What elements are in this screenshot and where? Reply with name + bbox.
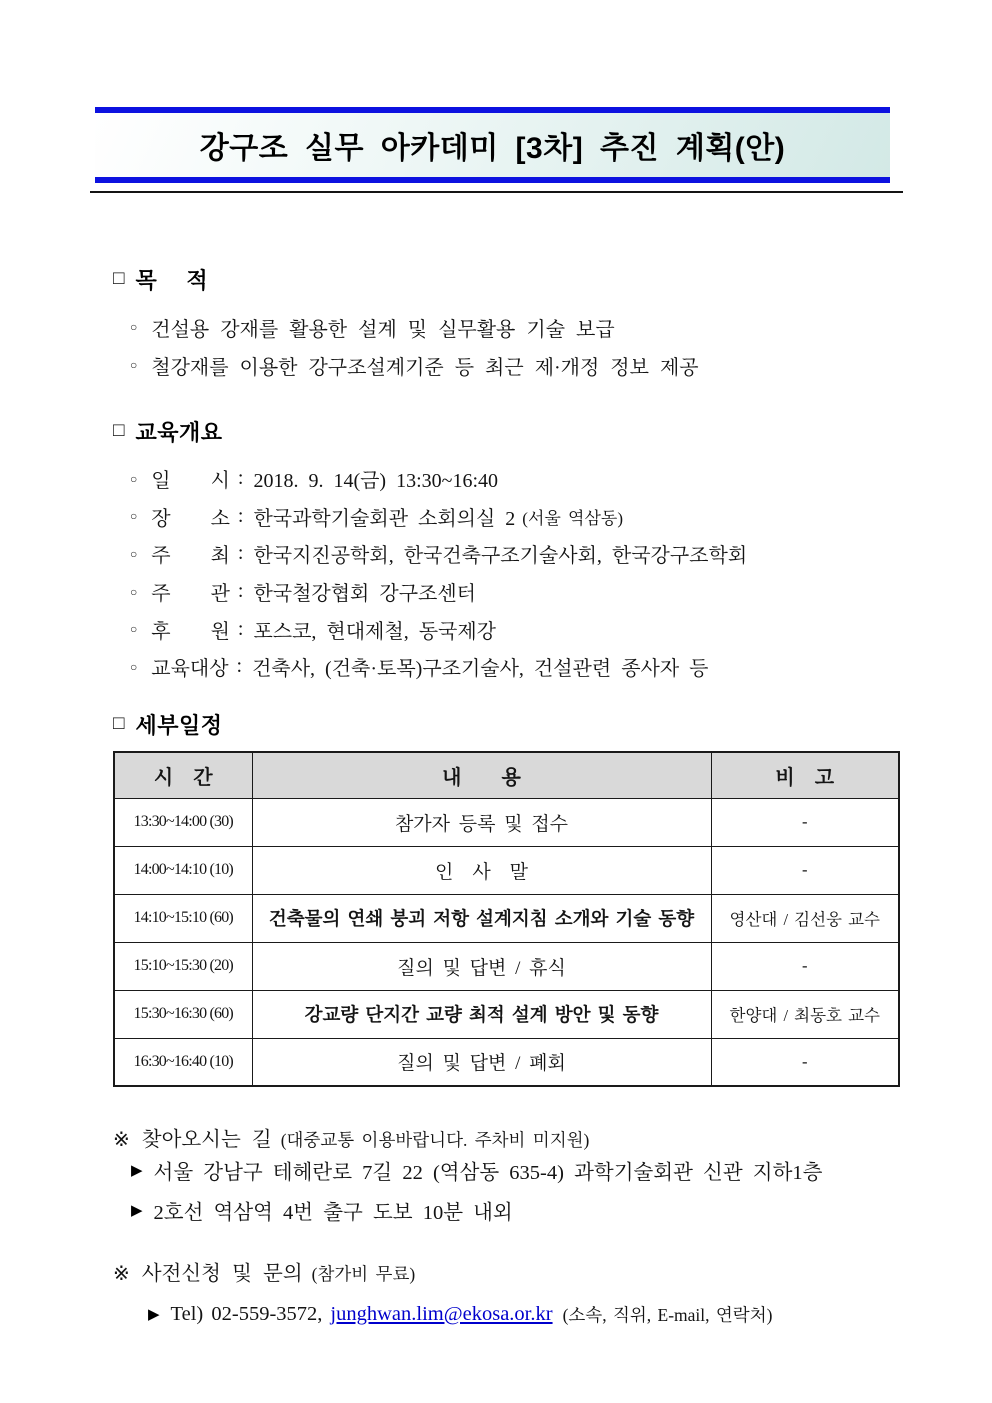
- overview-list: [130, 460, 754, 686]
- purpose-bullet-list: [130, 308, 699, 384]
- reference-mark-icon: ※: [113, 1129, 130, 1151]
- reference-mark-icon: ※: [113, 1263, 130, 1285]
- registration-title: 사전신청 및 문의: [141, 1263, 303, 1285]
- overview-item: [130, 610, 754, 648]
- bullet-item: [130, 346, 699, 384]
- overview-item-colon: :: [237, 542, 244, 565]
- cell-time: 13:30~14:00 (30): [114, 798, 252, 846]
- directions-note-heading: [113, 1122, 589, 1152]
- overview-item-value: 한국지진공학회, 한국건축구조기술사회, 한국강구조학회: [253, 545, 748, 568]
- cell-remark: -: [711, 798, 899, 846]
- overview-item-value: 한국과학기술회관 소회의실 2: [253, 507, 516, 530]
- registration-title-note: (참가비 무료): [311, 1264, 416, 1284]
- overview-item-colon: :: [237, 617, 244, 640]
- cell-remark: 영산대 / 김선웅 교수: [711, 894, 899, 942]
- directions-line: [131, 1150, 822, 1190]
- table-row: [114, 1038, 899, 1086]
- section-heading-purpose: [113, 264, 208, 295]
- cell-content: 강교량 단지간 교량 최적 설계 방안 및 동향: [252, 990, 711, 1038]
- overview-item-label: 주 최: [151, 545, 230, 568]
- cell-time: 14:00~14:10 (10): [114, 846, 252, 894]
- triangle-bullet-icon: ▶: [148, 1306, 160, 1323]
- schedule-table-header: [114, 752, 899, 798]
- circle-bullet-icon: ○: [130, 622, 138, 637]
- title-banner-gradient: [95, 107, 890, 183]
- circle-bullet-icon: ○: [130, 546, 138, 561]
- overview-item-label: 주 관: [151, 583, 230, 606]
- section-heading-overview: [113, 416, 223, 447]
- circle-bullet-icon: ○: [130, 509, 138, 524]
- directions-title-note: (대중교통 이용바랍니다. 주차비 미지원): [280, 1130, 590, 1150]
- directions-line-text: 서울 강남구 테헤란로 7길 22 (역삼동 635-4) 과학기술회관 신관 지하1층: [153, 1162, 823, 1184]
- overview-item-note: (서울 역삼동): [522, 508, 623, 528]
- cell-remark: -: [711, 1038, 899, 1086]
- table-header-row: [114, 752, 899, 798]
- directions-lines: [131, 1150, 822, 1230]
- directions-line-text: 2호선 역삼역 4번 출구 도보 10분 내외: [153, 1202, 513, 1224]
- overview-item-value: 한국철강협회 강구조센터: [253, 583, 476, 606]
- overview-item-colon: :: [237, 467, 244, 490]
- overview-item-label: 교육대상: [151, 658, 229, 681]
- column-header-remark: 비 고: [711, 752, 899, 798]
- banner-divider: [90, 191, 903, 193]
- section-title: 교육개요: [135, 420, 223, 445]
- overview-item-value: 2018. 9. 14(금) 13:30~16:40: [253, 470, 499, 493]
- bullet-item: [130, 308, 699, 346]
- cell-remark: -: [711, 846, 899, 894]
- directions-title: 찾아오시는 길: [141, 1129, 272, 1151]
- section-heading-schedule: [113, 709, 223, 740]
- bullet-text: 건설용 강재를 활용한 설계 및 실무활용 기술 보급: [151, 318, 615, 341]
- square-bullet-icon: □: [113, 420, 125, 441]
- overview-item-colon: :: [237, 504, 244, 527]
- overview-item-colon: :: [237, 580, 244, 603]
- overview-item: [130, 573, 754, 611]
- section-title: 세부일정: [135, 713, 223, 738]
- cell-content: 질의 및 답변 / 휴식: [252, 942, 711, 990]
- cell-content: 인 사 말: [252, 846, 711, 894]
- cell-remark: -: [711, 942, 899, 990]
- registration-note-heading: [113, 1256, 415, 1286]
- column-header-time: 시 간: [114, 752, 252, 798]
- column-header-content: 내 용: [252, 752, 711, 798]
- email-link[interactable]: junghwan.lim@ekosa.or.kr: [330, 1302, 553, 1325]
- table-row: [114, 894, 899, 942]
- triangle-bullet-icon: ▶: [131, 1162, 143, 1179]
- overview-item-label: 일 시: [151, 470, 230, 493]
- overview-item-label: 후 원: [151, 620, 230, 643]
- circle-bullet-icon: ○: [130, 471, 138, 486]
- cell-remark: 한양대 / 최동호 교수: [711, 990, 899, 1038]
- table-row: [114, 846, 899, 894]
- circle-bullet-icon: ○: [130, 584, 138, 599]
- table-row: [114, 942, 899, 990]
- schedule-table-body: [114, 798, 899, 1086]
- bullet-text: 철강재를 이용한 강구조설계기준 등 최근 제·개정 정보 제공: [151, 356, 699, 379]
- overview-item-value: 건축사, (건축·토목)구조기술사, 건설관련 종사자 등: [252, 658, 709, 681]
- phone-number: Tel) 02-559-3572,: [170, 1302, 323, 1325]
- cell-content: 참가자 등록 및 접수: [252, 798, 711, 846]
- title-banner: [95, 107, 890, 183]
- cell-content: 질의 및 답변 / 폐회: [252, 1038, 711, 1086]
- overview-item: [130, 648, 754, 686]
- triangle-bullet-icon: ▶: [131, 1202, 143, 1219]
- cell-time: 15:30~16:30 (60): [114, 990, 252, 1038]
- circle-bullet-icon: ○: [130, 320, 138, 334]
- table-row: [114, 990, 899, 1038]
- circle-bullet-icon: ○: [130, 659, 138, 674]
- overview-item: [130, 535, 754, 573]
- table-row: [114, 798, 899, 846]
- circle-bullet-icon: ○: [130, 358, 138, 372]
- overview-item: [130, 498, 754, 536]
- section-title: 목 적: [135, 268, 209, 293]
- square-bullet-icon: □: [113, 268, 125, 289]
- contact-required-info: (소속, 직위, E-mail, 연락처): [562, 1304, 773, 1325]
- cell-content: 건축물의 연쇄 붕괴 저항 설계지침 소개와 기술 동향: [252, 894, 711, 942]
- page-title: 강구조 실무 아카데미 [3차] 추진 계획(안): [199, 132, 786, 165]
- contact-line: [148, 1294, 772, 1334]
- overview-item-value: 포스코, 현대제철, 동국제강: [253, 620, 496, 643]
- overview-item-colon: :: [236, 655, 243, 678]
- square-bullet-icon: □: [113, 713, 125, 734]
- cell-time: 15:10~15:30 (20): [114, 942, 252, 990]
- overview-item-label: 장 소: [151, 507, 230, 530]
- cell-time: 14:10~15:10 (60): [114, 894, 252, 942]
- cell-time: 16:30~16:40 (10): [114, 1038, 252, 1086]
- overview-item: [130, 460, 754, 498]
- schedule-table: [113, 751, 900, 1087]
- directions-line: [131, 1190, 822, 1230]
